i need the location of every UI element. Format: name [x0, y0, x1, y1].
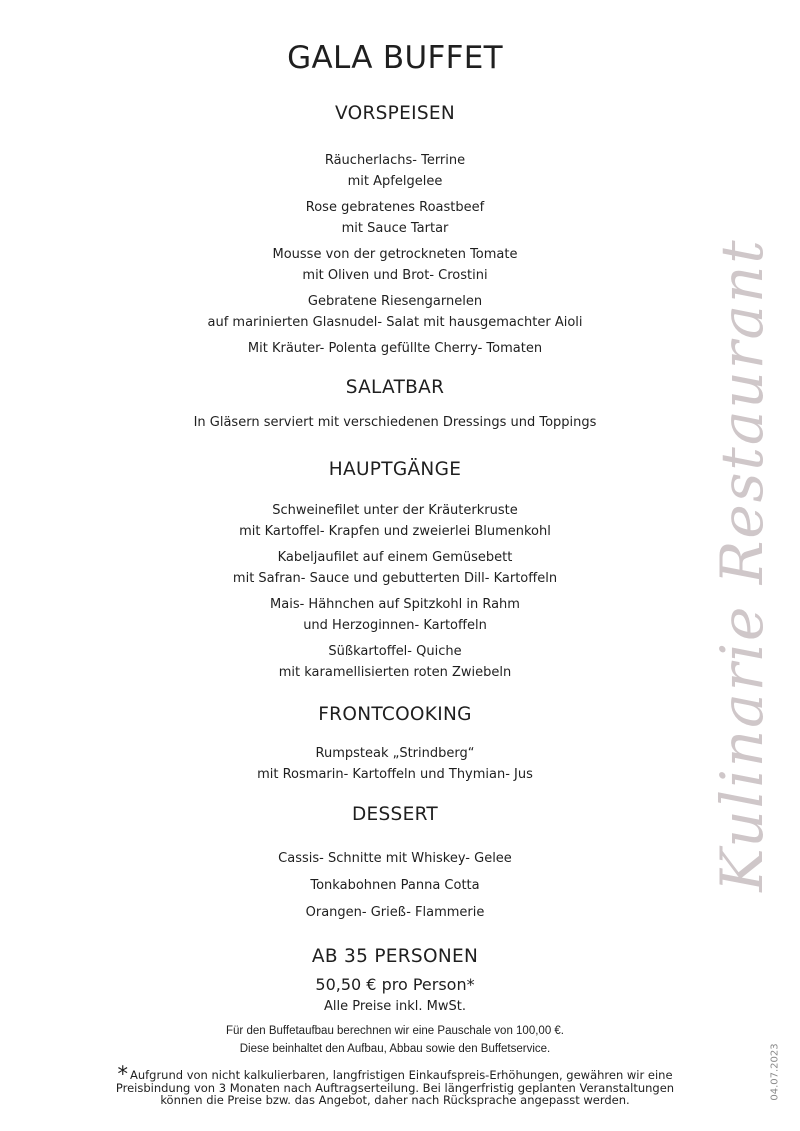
footnote-line: Preisbindung von 3 Monaten nach Auftragserteilung. Bei längerfristig geplanten Veranstaltungen: [115, 1080, 675, 1095]
page-title: GALA BUFFET: [287, 40, 503, 76]
dessert-item: Orangen- Grieß- Flammerie: [305, 905, 485, 920]
menu-item-detail: mit Sauce Tartar: [341, 220, 449, 236]
menu-item-name: Schweinefilet unter der Kräuterkruste: [272, 503, 518, 518]
menu-item-name: Süßkartoffel- Quiche: [328, 644, 462, 659]
menu-item-name: Rumpsteak „Strindberg“: [315, 746, 475, 761]
footnote-text: Aufgrund von nicht kalkulierbaren, langfristigen Einkaufspreis-Erhöhungen, gewähren wir eine: [129, 1068, 673, 1082]
tax-note: Alle Preise inkl. MwSt.: [323, 999, 467, 1014]
menu-item: [0, 292, 790, 333]
menu-item: [0, 198, 790, 239]
document-date: 04.07.2023: [769, 1043, 781, 1101]
menu-item: [0, 642, 790, 683]
menu-item-detail: mit Oliven und Brot- Crostini: [302, 267, 488, 283]
section-heading-salatbar: SALATBAR: [345, 377, 445, 398]
salatbar-text: In Gläsern serviert mit verschiedenen Dressings und Toppings: [193, 415, 597, 430]
menu-item: [0, 151, 790, 192]
menu-item: [0, 339, 790, 360]
menu-item-detail: mit karamellisierten roten Zwiebeln: [278, 664, 512, 680]
footnote-line: [0, 1062, 790, 1086]
menu-item-detail: auf marinierten Glasnudel- Salat mit hausgemachter Aioli: [207, 314, 583, 330]
buffet-note-line: Für den Buffetaufbau berechnen wir eine Pauschale von 100,00 €.: [226, 1025, 564, 1037]
menu-item: [0, 548, 790, 589]
menu-item-detail: und Herzoginnen- Kartoffeln: [303, 617, 487, 633]
menu-item: [0, 501, 790, 542]
price-per-person: 50,50 € pro Person*: [315, 975, 475, 994]
pricing-heading: AB 35 PERSONEN: [311, 946, 479, 967]
menu-item-name: Rose gebratenes Roastbeef: [305, 200, 485, 215]
section-heading-dessert: DESSERT: [351, 804, 439, 825]
section-heading-hauptgaenge: HAUPTGÄNGE: [328, 459, 462, 480]
section-heading-vorspeisen: VORSPEISEN: [334, 103, 456, 124]
menu-item-name: Mit Kräuter- Polenta gefüllte Cherry- Tomaten: [247, 341, 543, 356]
menu-item: [0, 245, 790, 286]
dessert-item: Tonkabohnen Panna Cotta: [310, 878, 480, 893]
menu-item-detail: mit Rosmarin- Kartoffeln und Thymian- Jus: [257, 766, 533, 782]
menu-item: [0, 744, 790, 785]
menu-item: [0, 595, 790, 636]
footnote: [0, 1062, 790, 1107]
footnote-star: *: [117, 1062, 128, 1086]
buffet-note: [0, 1022, 790, 1058]
menu-item-detail: mit Kartoffel- Krapfen und zweierlei Blumenkohl: [239, 523, 551, 539]
menu-item-name: Mousse von der getrockneten Tomate: [272, 247, 518, 262]
brand-signature: Kulinarie Restaurant: [708, 238, 776, 892]
menu-item-name: Kabeljaufilet auf einem Gemüsebett: [277, 550, 513, 565]
buffet-note-line: Diese beinhaltet den Aufbau, Abbau sowie den Buffetservice.: [239, 1043, 551, 1055]
section-heading-frontcooking: FRONTCOOKING: [318, 704, 472, 725]
menu-item-name: Mais- Hähnchen auf Spitzkohl in Rahm: [270, 597, 520, 612]
dessert-item: Cassis- Schnitte mit Whiskey- Gelee: [278, 851, 512, 866]
menu-item-detail: mit Apfelgelee: [347, 173, 443, 189]
footnote-line: können die Preise bzw. das Angebot, daher nach Rücksprache angepasst werden.: [160, 1093, 630, 1107]
menu-item-name: Gebratene Riesengarnelen: [307, 294, 483, 309]
menu-item-name: Räucherlachs- Terrine: [324, 153, 466, 168]
menu-item-detail: mit Safran- Sauce und gebutterten Dill- Kartoffeln: [232, 570, 558, 586]
